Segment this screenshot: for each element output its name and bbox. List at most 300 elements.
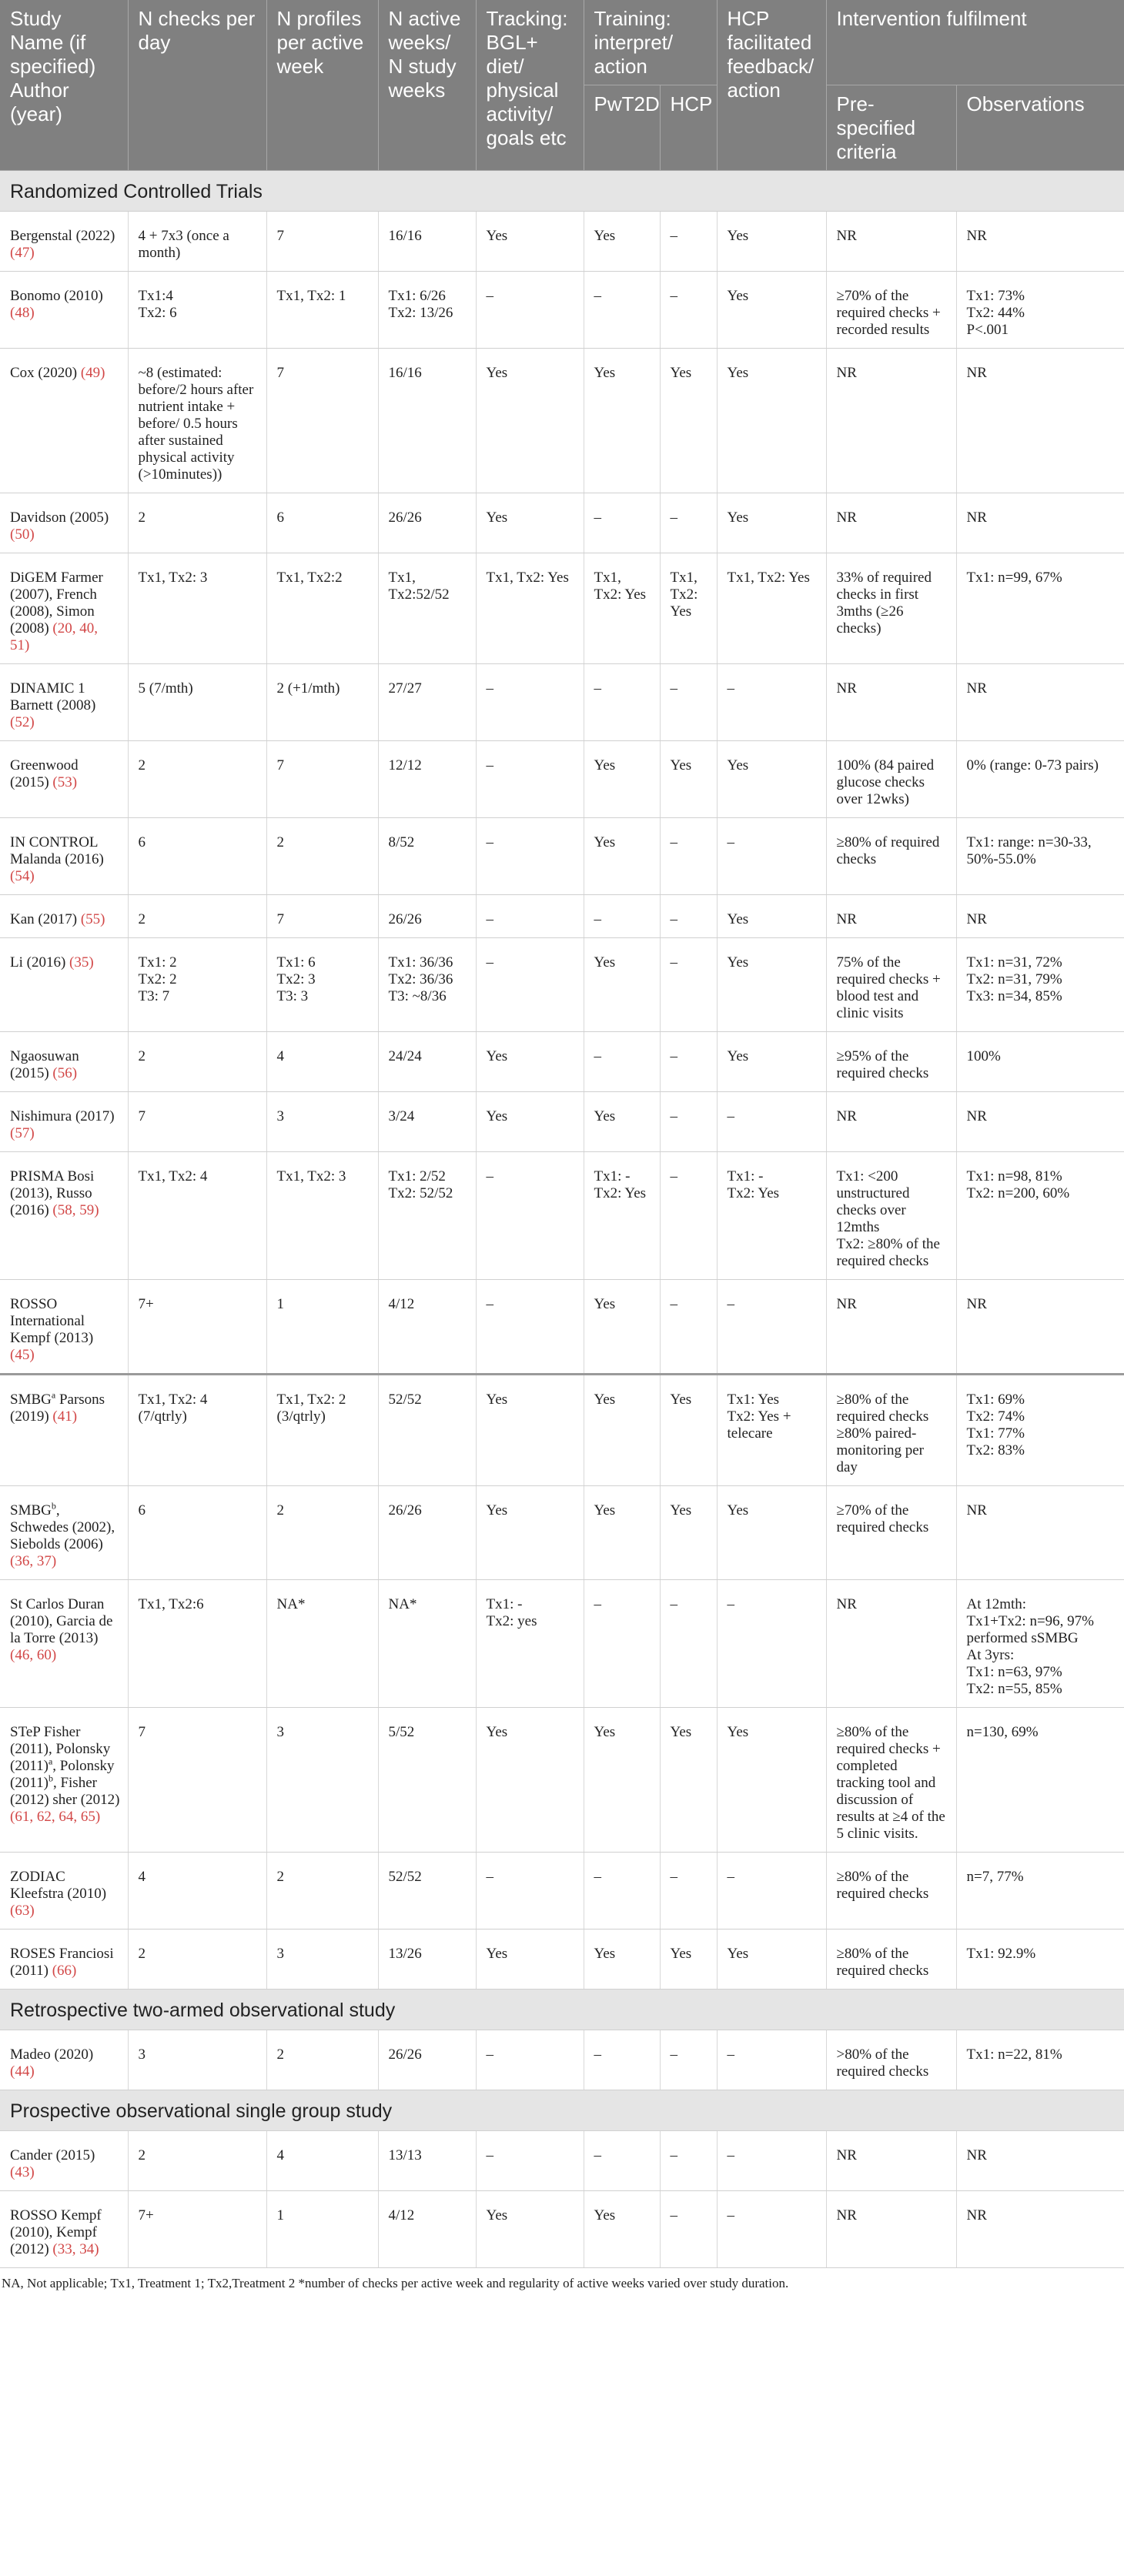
cell-training-hcp (660, 1092, 717, 1152)
weeks-value: 4/12 (388, 2207, 415, 2224)
study-text: DiGEM Farmer (2007), French (2008), Simon (2008) (10, 570, 103, 636)
cell-criteria (826, 1375, 956, 1486)
checks-value: ~8 (estimated: before/2 hours after nutrient intake + before/ 0.5 hours after sustained physical activity (>10minutes)) (138, 365, 254, 483)
checks-value: 2 (138, 510, 146, 526)
cell-checks (128, 212, 266, 272)
checks-value: 6 (138, 1502, 146, 1519)
cell-criteria (826, 553, 956, 664)
study-text: ROSES Franciosi (2011) (10, 1946, 114, 1979)
observations-value: n=130, 69% (966, 1724, 1039, 1740)
tracking-value: Yes (486, 1048, 508, 1064)
weeks-value: 26/26 (388, 510, 422, 526)
tracking-value: Yes (486, 1946, 508, 1962)
table-row (0, 664, 1124, 741)
tracking-value: Yes (486, 365, 508, 381)
section-title: Retrospective two-armed observational study (0, 1990, 1124, 2030)
cell-profiles (266, 938, 378, 1032)
header-fulfilment: Intervention fulfilment (826, 0, 1124, 85)
profiles-value: 7 (276, 228, 284, 244)
cell-checks (128, 1929, 266, 1990)
cell-criteria (826, 1853, 956, 1929)
training-hcp-value: – (670, 288, 677, 304)
cell-profiles (266, 2131, 378, 2191)
cell-observations (956, 1708, 1124, 1853)
weeks-value: 52/52 (388, 1392, 422, 1408)
cell-criteria (826, 818, 956, 895)
header-checks: N checks per day (128, 0, 266, 171)
cell-observations (956, 212, 1124, 272)
reference-link[interactable]: (49) (80, 365, 105, 381)
cell-tracking (476, 1152, 584, 1280)
table-row (0, 2131, 1124, 2191)
tracking-value: – (486, 834, 493, 850)
cell-tracking (476, 1375, 584, 1486)
training-pwt2d-value: – (594, 2046, 601, 2063)
reference-link[interactable]: (45) (10, 1347, 35, 1363)
observations-value: Tx1: n=31, 72% Tx2: n=31, 79% Tx3: n=34, 85% (966, 954, 1062, 1004)
cell-profiles (266, 2030, 378, 2090)
cell-observations (956, 1580, 1124, 1708)
cell-study (0, 895, 128, 938)
section-row (0, 171, 1124, 212)
training-hcp-value: – (670, 1168, 677, 1184)
cell-weeks (378, 553, 476, 664)
cell-observations (956, 938, 1124, 1032)
cell-training-pwt2d (584, 553, 660, 664)
header-study: Study Name (if specified) Author (year) (0, 0, 128, 171)
cell-profiles (266, 1092, 378, 1152)
table-row (0, 1092, 1124, 1152)
cell-training-hcp (660, 1708, 717, 1853)
cell-observations (956, 741, 1124, 818)
profiles-value: 2 (276, 2046, 284, 2063)
reference-link[interactable]: (57) (10, 1125, 35, 1141)
cell-profiles (266, 1580, 378, 1708)
cell-training-pwt2d (584, 2131, 660, 2191)
checks-value: 3 (138, 2046, 146, 2063)
cell-tracking (476, 1486, 584, 1580)
cell-checks (128, 553, 266, 664)
cell-study (0, 553, 128, 664)
weeks-value: 24/24 (388, 1048, 422, 1064)
study-text: Ngaosuwan (2015) (10, 1048, 79, 1081)
cell-training-pwt2d (584, 938, 660, 1032)
header-training-pwt2d: PwT2D (584, 85, 660, 171)
cell-training-hcp (660, 349, 717, 493)
cell-weeks (378, 2030, 476, 2090)
profiles-value: Tx1: 6 Tx2: 3 T3: 3 (276, 954, 316, 1004)
reference-link[interactable]: (35) (69, 954, 94, 971)
reference-link[interactable]: (43) (10, 2164, 35, 2180)
table-row (0, 895, 1124, 938)
profiles-value: Tx1, Tx2: 2 (3/qtrly) (276, 1392, 346, 1425)
superscript-note: b (51, 1500, 56, 1512)
study-text: ROSSO Kempf (2010), Kempf (2012) (10, 2207, 102, 2257)
criteria-value: ≥70% of the required checks + recorded results (836, 288, 941, 338)
cell-tracking (476, 938, 584, 1032)
training-hcp-value: – (670, 1108, 677, 1124)
training-pwt2d-value: – (594, 510, 601, 526)
weeks-value: 13/26 (388, 1946, 422, 1962)
criteria-value: ≥70% of the required checks (836, 1502, 929, 1535)
cell-tracking (476, 1708, 584, 1853)
cell-tracking (476, 212, 584, 272)
cell-weeks (378, 212, 476, 272)
cell-study (0, 1280, 128, 1375)
feedback-value: Yes (727, 288, 749, 304)
table-row (0, 1486, 1124, 1580)
checks-value: 4 + 7x3 (once a month) (138, 228, 229, 261)
criteria-value: ≥80% of the required checks (836, 1869, 929, 1902)
tracking-value: Yes (486, 510, 508, 526)
table-row (0, 1708, 1124, 1853)
feedback-value: Tx1, Tx2: Yes (727, 570, 810, 586)
observations-value: NR (966, 911, 987, 927)
cell-weeks (378, 1708, 476, 1853)
cell-feedback (717, 272, 826, 349)
weeks-value: 27/27 (388, 680, 422, 697)
weeks-value: 13/13 (388, 2147, 422, 2163)
cell-checks (128, 1152, 266, 1280)
table-row (0, 741, 1124, 818)
cell-tracking (476, 1929, 584, 1990)
study-text: , Schwedes (2002), Siebolds (2006) (10, 1502, 115, 1552)
table-row (0, 493, 1124, 553)
cell-profiles (266, 1853, 378, 1929)
training-pwt2d-value: Tx1, Tx2: Yes (594, 570, 647, 603)
table-row (0, 2191, 1124, 2268)
reference-link[interactable]: (61, 62, 64, 65) (10, 1809, 101, 1825)
cell-criteria (826, 938, 956, 1032)
cell-weeks (378, 664, 476, 741)
reference-link[interactable]: (52) (10, 714, 35, 730)
reference-link[interactable]: (56) (52, 1065, 78, 1081)
checks-value: Tx1, Tx2: 3 (138, 570, 208, 586)
study-text: Parsons (2019) (10, 1392, 105, 1425)
tracking-value: – (486, 757, 493, 773)
training-pwt2d-value: Yes (594, 757, 616, 773)
tracking-value: Tx1: - Tx2: yes (486, 1596, 537, 1629)
tracking-value: – (486, 1168, 493, 1184)
cell-profiles (266, 493, 378, 553)
cell-training-pwt2d (584, 1708, 660, 1853)
table-row (0, 1580, 1124, 1708)
cell-weeks (378, 2131, 476, 2191)
cell-feedback (717, 741, 826, 818)
cell-tracking (476, 741, 584, 818)
cell-profiles (266, 741, 378, 818)
cell-feedback (717, 1280, 826, 1375)
cell-observations (956, 1853, 1124, 1929)
reference-link[interactable]: (33, 34) (52, 2241, 99, 2257)
cell-study (0, 664, 128, 741)
cell-profiles (266, 349, 378, 493)
cell-feedback (717, 895, 826, 938)
cell-training-pwt2d (584, 1580, 660, 1708)
cell-feedback (717, 1708, 826, 1853)
checks-value: 4 (138, 1869, 146, 1885)
cell-training-pwt2d (584, 349, 660, 493)
feedback-value: Yes (727, 1048, 749, 1064)
criteria-value: ≥80% of the required checks ≥80% paired-monitoring per day (836, 1392, 929, 1475)
weeks-value: 4/12 (388, 1296, 415, 1312)
section-title: Randomized Controlled Trials (0, 171, 1124, 212)
weeks-value: 26/26 (388, 1502, 422, 1519)
training-hcp-value: Yes (670, 365, 692, 381)
table-footnote: NA, Not applicable; Tx1, Treatment 1; Tx2,Treatment 2 *number of checks per active week and regularity of active weeks varied over study duration. (2, 2276, 789, 2290)
training-pwt2d-value: – (594, 680, 601, 697)
feedback-value: – (727, 834, 734, 850)
study-text: Kan (2017) (10, 911, 81, 927)
weeks-value: 52/52 (388, 1869, 422, 1885)
cell-criteria (826, 272, 956, 349)
cell-checks (128, 938, 266, 1032)
criteria-value: NR (836, 1296, 857, 1312)
reference-link[interactable]: (53) (52, 774, 78, 790)
observations-value: NR (966, 2147, 987, 2163)
reference-link[interactable]: (55) (80, 911, 105, 927)
tracking-value: Yes (486, 2207, 508, 2224)
cell-study (0, 1929, 128, 1990)
feedback-value: Yes (727, 510, 749, 526)
cell-criteria (826, 741, 956, 818)
table-row (0, 2030, 1124, 2090)
feedback-value: – (727, 1296, 734, 1312)
cell-training-pwt2d (584, 1092, 660, 1152)
cell-observations (956, 553, 1124, 664)
observations-value: Tx1: n=98, 81% Tx2: n=200, 60% (966, 1168, 1070, 1201)
cell-tracking (476, 664, 584, 741)
cell-criteria (826, 1708, 956, 1853)
training-hcp-value: – (670, 2147, 677, 2163)
reference-link[interactable]: (66) (52, 1963, 77, 1979)
profiles-value: 3 (276, 1724, 284, 1740)
cell-feedback (717, 938, 826, 1032)
reference-link[interactable]: (58, 59) (52, 1202, 99, 1218)
checks-value: 6 (138, 834, 146, 850)
study-text: Madeo (2020) (10, 2046, 94, 2063)
observations-value: NR (966, 365, 987, 381)
tracking-value: Yes (486, 1502, 508, 1519)
tracking-value: – (486, 2046, 493, 2063)
criteria-value: NR (836, 2207, 857, 2224)
cell-study (0, 2191, 128, 2268)
cell-training-hcp (660, 2030, 717, 2090)
reference-link[interactable]: (54) (10, 868, 35, 884)
cell-checks (128, 818, 266, 895)
training-hcp-value: – (670, 2207, 677, 2224)
cell-checks (128, 895, 266, 938)
training-pwt2d-value: Yes (594, 834, 616, 850)
cell-tracking (476, 818, 584, 895)
observations-value: Tx1: n=99, 67% (966, 570, 1062, 586)
feedback-value: Tx1: Yes Tx2: Yes + telecare (727, 1392, 791, 1442)
cell-profiles (266, 1032, 378, 1092)
cell-profiles (266, 818, 378, 895)
profiles-value: 2 (+1/mth) (276, 680, 340, 697)
cell-tracking (476, 895, 584, 938)
cell-training-hcp (660, 212, 717, 272)
checks-value: 2 (138, 2147, 146, 2163)
cell-training-pwt2d (584, 1280, 660, 1375)
tracking-value: Tx1, Tx2: Yes (486, 570, 569, 586)
study-text: DINAMIC 1 Barnett (2008) (10, 680, 96, 713)
cell-training-hcp (660, 1929, 717, 1990)
tracking-value: – (486, 2147, 493, 2163)
cell-feedback (717, 1375, 826, 1486)
cell-criteria (826, 212, 956, 272)
cell-observations (956, 895, 1124, 938)
cell-weeks (378, 2191, 476, 2268)
reference-link[interactable]: (47) (10, 245, 35, 261)
cell-profiles (266, 1152, 378, 1280)
cell-checks (128, 2131, 266, 2191)
criteria-value: 100% (84 paired glucose checks over 12wks) (836, 757, 935, 807)
training-pwt2d-value: Yes (594, 1296, 616, 1312)
checks-value: Tx1, Tx2: 4 (138, 1168, 208, 1184)
cell-criteria (826, 349, 956, 493)
cell-criteria (826, 1092, 956, 1152)
study-text: St Carlos Duran (2010), Garcia de la Torre (2013) (10, 1596, 113, 1646)
observations-value: NR (966, 680, 987, 697)
study-text: , Fisher (2012) sher (2012) (10, 1775, 120, 1808)
cell-study (0, 2030, 128, 2090)
table-row (0, 272, 1124, 349)
training-hcp-value: – (670, 510, 677, 526)
criteria-value: 33% of required checks in first 3mths (≥26 checks) (836, 570, 932, 636)
reference-link[interactable]: (36, 37) (10, 1553, 57, 1569)
cell-criteria (826, 1152, 956, 1280)
study-text: Davidson (2005) (10, 510, 109, 526)
cell-checks (128, 1375, 266, 1486)
cell-feedback (717, 212, 826, 272)
cell-training-hcp (660, 1853, 717, 1929)
feedback-value: Yes (727, 954, 749, 971)
criteria-value: ≥80% of the required checks + completed tracking tool and discussion of results at ≥4 of the 5 clinic visits. (836, 1724, 945, 1842)
feedback-value: – (727, 1108, 734, 1124)
cell-checks (128, 493, 266, 553)
table-row (0, 1375, 1124, 1486)
cell-feedback (717, 1853, 826, 1929)
feedback-value: Yes (727, 1502, 749, 1519)
cell-weeks (378, 1152, 476, 1280)
training-pwt2d-value: Yes (594, 954, 616, 971)
table-row (0, 818, 1124, 895)
cell-study (0, 212, 128, 272)
training-pwt2d-value: Yes (594, 1724, 616, 1740)
cell-training-pwt2d (584, 1375, 660, 1486)
weeks-value: 12/12 (388, 757, 422, 773)
checks-value: 2 (138, 1946, 146, 1962)
weeks-value: Tx1: 2/52 Tx2: 52/52 (388, 1168, 453, 1201)
feedback-value: Yes (727, 228, 749, 244)
section-row (0, 2090, 1124, 2131)
checks-value: 5 (7/mth) (138, 680, 193, 697)
cell-training-hcp (660, 1486, 717, 1580)
reference-link[interactable]: (20, 40, 51) (10, 620, 98, 653)
cell-criteria (826, 1486, 956, 1580)
reference-link[interactable]: (44) (10, 2063, 35, 2080)
cell-checks (128, 1486, 266, 1580)
cell-tracking (476, 493, 584, 553)
weeks-value: 5/52 (388, 1724, 415, 1740)
training-pwt2d-value: Yes (594, 228, 616, 244)
training-pwt2d-value: Yes (594, 1946, 616, 1962)
cell-criteria (826, 895, 956, 938)
training-hcp-value: Yes (670, 1392, 692, 1408)
profiles-value: 4 (276, 2147, 284, 2163)
table-row (0, 1929, 1124, 1990)
cell-training-hcp (660, 818, 717, 895)
cell-training-pwt2d (584, 2030, 660, 2090)
cell-training-hcp (660, 1152, 717, 1280)
observations-value: NR (966, 228, 987, 244)
cell-observations (956, 272, 1124, 349)
table-row (0, 938, 1124, 1032)
reference-link[interactable]: (50) (10, 526, 35, 543)
cell-training-pwt2d (584, 493, 660, 553)
cell-weeks (378, 741, 476, 818)
reference-link[interactable]: (41) (52, 1408, 78, 1425)
study-text: Cox (2020) (10, 365, 81, 381)
weeks-value: 8/52 (388, 834, 415, 850)
training-pwt2d-value: – (594, 1596, 601, 1612)
tracking-value: Yes (486, 1392, 508, 1408)
study-text: Greenwood (2015) (10, 757, 79, 790)
cell-profiles (266, 664, 378, 741)
cell-training-hcp (660, 272, 717, 349)
feedback-value: – (727, 1596, 734, 1612)
cell-observations (956, 1092, 1124, 1152)
cell-study (0, 1032, 128, 1092)
cell-training-hcp (660, 1580, 717, 1708)
study-text: Nishimura (2017) (10, 1108, 115, 1124)
study-text: SMBG (10, 1392, 52, 1408)
observations-value: NR (966, 2207, 987, 2224)
cell-study (0, 1375, 128, 1486)
checks-value: 7+ (138, 1296, 154, 1312)
observations-value: 0% (range: 0-73 pairs) (966, 757, 1099, 773)
training-hcp-value: Tx1, Tx2: Yes (670, 570, 698, 620)
cell-profiles (266, 212, 378, 272)
cell-feedback (717, 1580, 826, 1708)
cell-study (0, 2131, 128, 2191)
cell-tracking (476, 272, 584, 349)
cell-feedback (717, 553, 826, 664)
reference-link[interactable]: (46, 60) (10, 1647, 57, 1663)
feedback-value: Yes (727, 911, 749, 927)
cell-training-hcp (660, 1375, 717, 1486)
checks-value: 2 (138, 911, 146, 927)
training-hcp-value: – (670, 954, 677, 971)
criteria-value: NR (836, 510, 857, 526)
section-title: Prospective observational single group study (0, 2090, 1124, 2131)
cell-feedback (717, 2191, 826, 2268)
observations-value: NR (966, 510, 987, 526)
reference-link[interactable]: (48) (10, 305, 35, 321)
section-row (0, 1990, 1124, 2030)
observations-value: NR (966, 1296, 987, 1312)
cell-training-pwt2d (584, 212, 660, 272)
reference-link[interactable]: (63) (10, 1903, 35, 1919)
feedback-value: Yes (727, 365, 749, 381)
criteria-value: NR (836, 911, 857, 927)
cell-weeks (378, 1929, 476, 1990)
observations-value: Tx1: n=22, 81% (966, 2046, 1062, 2063)
header-feedback: HCP facilitated feedback/ action (717, 0, 826, 171)
training-hcp-value: – (670, 1296, 677, 1312)
training-hcp-value: – (670, 1048, 677, 1064)
